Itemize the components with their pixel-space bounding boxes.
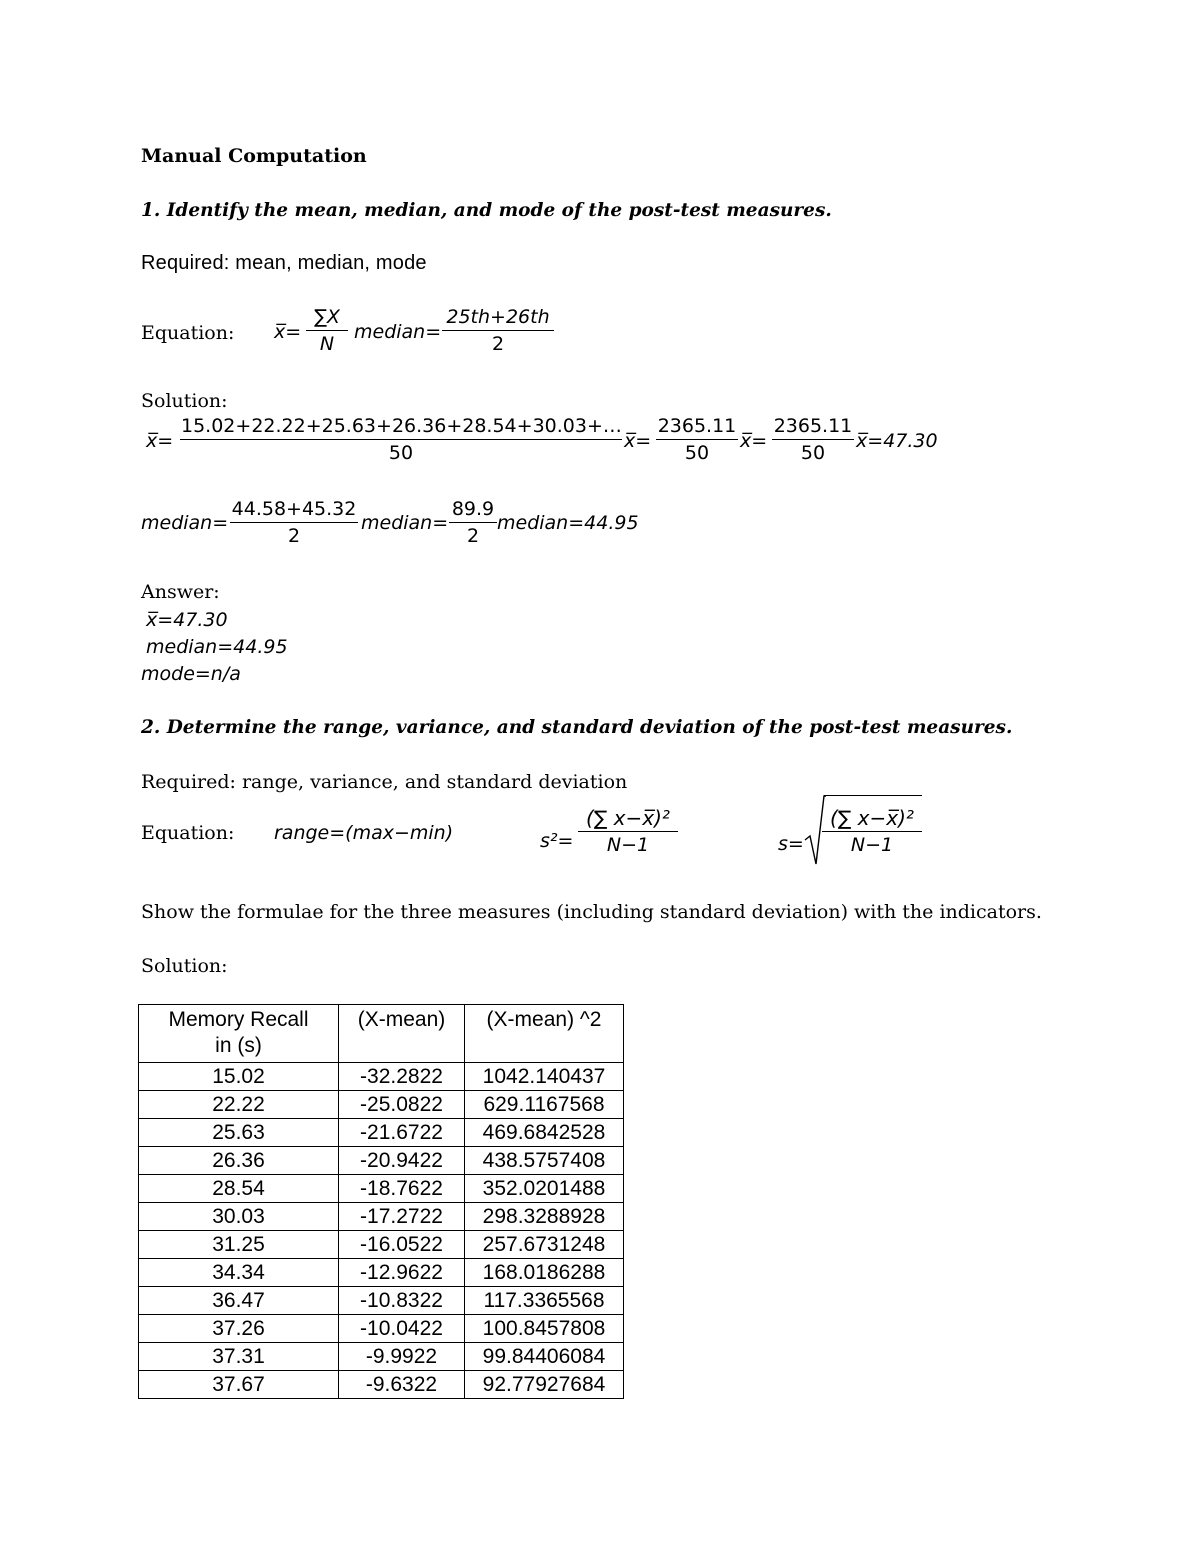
sol-mean-denominator-2: 50: [684, 442, 710, 464]
sol-median-result: median=44.95: [497, 512, 639, 534]
eq-variance-denominator: N−1: [606, 834, 650, 856]
sol-median-lhs-1: median=: [141, 512, 229, 534]
cell-x-minus-mean: -21.6722: [339, 1119, 465, 1147]
eq-variance-fraction: [578, 806, 678, 858]
square-root-bar: [824, 795, 922, 796]
cell-x-minus-mean: -12.9622: [339, 1259, 465, 1287]
answer-mean: x̅=47.30: [146, 609, 228, 631]
cell-x-minus-mean: -18.7622: [339, 1175, 465, 1203]
cell-x-minus-mean: -20.9422: [339, 1147, 465, 1175]
cell-x-minus-mean: -32.2822: [339, 1063, 465, 1091]
table-row: [139, 1315, 624, 1343]
question-2: 2. Determine the range, variance, and standard deviation of the post-test measures.: [141, 717, 1013, 738]
header-x-minus-mean: (X-mean): [339, 1005, 465, 1063]
answer-mode: mode=n/a: [141, 663, 241, 685]
eq-sd-lhs: s=: [778, 833, 804, 855]
cell-x-minus-mean-squared: 117.3365568: [465, 1287, 624, 1315]
table-row: [139, 1203, 624, 1231]
cell-x-minus-mean-squared: 92.77927684: [465, 1371, 624, 1399]
cell-x-minus-mean: -10.0422: [339, 1315, 465, 1343]
sol-median-fraction-2: [449, 497, 497, 549]
table-header-row: [139, 1005, 624, 1063]
eq-median-denominator: 2: [491, 333, 505, 355]
cell-memory-recall: 37.67: [139, 1371, 339, 1399]
cell-x-minus-mean: -17.2722: [339, 1203, 465, 1231]
cell-x-minus-mean: -9.9922: [339, 1343, 465, 1371]
eq-median-lhs: median=: [354, 321, 442, 343]
cell-memory-recall: 22.22: [139, 1091, 339, 1119]
eq-variance-lhs: s²=: [540, 830, 574, 852]
sol-mean-fraction-3: [772, 414, 854, 466]
table-row: [139, 1091, 624, 1119]
sol-median-denominator-2: 2: [466, 525, 480, 547]
q1-answer-label: Answer:: [141, 581, 220, 603]
cell-x-minus-mean-squared: 469.6842528: [465, 1119, 624, 1147]
cell-memory-recall: 15.02: [139, 1063, 339, 1091]
sol-median-numerator-2: 89.9: [449, 497, 497, 523]
q2-equation-label: Equation:: [141, 822, 235, 844]
sol-mean-denominator-1: 50: [388, 442, 414, 464]
eq-mean-denominator: N: [319, 333, 335, 355]
cell-memory-recall: 25.63: [139, 1119, 339, 1147]
q1-required: Required: mean, median, mode: [141, 252, 427, 274]
header-memory-recall: [139, 1005, 339, 1063]
eq-median-fraction: [442, 305, 554, 357]
cell-x-minus-mean: -9.6322: [339, 1371, 465, 1399]
eq-median-numerator: 25th+26th: [442, 305, 554, 331]
sol-mean-numerator-2: 2365.11: [656, 414, 738, 440]
sol-median-fraction-1: [230, 497, 358, 549]
deviation-table: [138, 1004, 624, 1399]
sol-mean-fraction-2: [656, 414, 738, 466]
cell-memory-recall: 37.26: [139, 1315, 339, 1343]
sol-mean-result: x̅=47.30: [856, 430, 938, 452]
q2-solution-label: Solution:: [141, 955, 228, 977]
table-row: [139, 1231, 624, 1259]
q2-required: Required: range, variance, and standard deviation: [141, 771, 628, 793]
table-row: [139, 1063, 624, 1091]
sol-mean-lhs-1: x̅=: [146, 430, 174, 452]
question-1: 1. Identify the mean, median, and mode of the post-test measures.: [141, 200, 832, 221]
table-row: [139, 1119, 624, 1147]
eq-sd-denominator: N−1: [850, 834, 894, 856]
table-row: [139, 1287, 624, 1315]
eq-variance-numerator: (∑ x−x̅)²: [578, 806, 678, 832]
eq-sd-numerator: (∑ x−x̅)²: [822, 806, 922, 832]
sol-mean-denominator-3: 50: [800, 442, 826, 464]
sol-mean-numerator-3: 2365.11: [772, 414, 854, 440]
table-row: [139, 1343, 624, 1371]
cell-x-minus-mean-squared: 438.5757408: [465, 1147, 624, 1175]
table-row: [139, 1147, 624, 1175]
answer-median: median=44.95: [146, 636, 288, 658]
table-row: [139, 1259, 624, 1287]
page-title: Manual Computation: [141, 145, 367, 167]
sol-mean-lhs-2: x̅=: [624, 430, 652, 452]
table-row: [139, 1175, 624, 1203]
cell-x-minus-mean-squared: 99.84406084: [465, 1343, 624, 1371]
cell-memory-recall: 36.47: [139, 1287, 339, 1315]
sol-mean-fraction-1: [180, 414, 622, 466]
cell-memory-recall: 26.36: [139, 1147, 339, 1175]
cell-memory-recall: 30.03: [139, 1203, 339, 1231]
sol-median-denominator-1: 2: [287, 525, 301, 547]
cell-x-minus-mean: -10.8322: [339, 1287, 465, 1315]
eq-mean-lhs: x̅=: [274, 321, 302, 343]
sol-median-lhs-2: median=: [361, 512, 449, 534]
cell-memory-recall: 37.31: [139, 1343, 339, 1371]
cell-memory-recall: 34.34: [139, 1259, 339, 1287]
eq-sd-fraction: [822, 806, 922, 858]
q2-instruction: Show the formulae for the three measures (including standard deviation) with the indicators.: [141, 901, 1042, 923]
sol-median-numerator-1: 44.58+45.32: [230, 497, 358, 523]
cell-x-minus-mean-squared: 100.8457808: [465, 1315, 624, 1343]
q1-solution-label: Solution:: [141, 390, 228, 412]
sol-mean-lhs-3: x̅=: [740, 430, 768, 452]
header-memory-recall-text: Memory Recall in (s): [168, 1008, 309, 1057]
cell-memory-recall: 28.54: [139, 1175, 339, 1203]
cell-x-minus-mean-squared: 352.0201488: [465, 1175, 624, 1203]
cell-x-minus-mean-squared: 298.3288928: [465, 1203, 624, 1231]
eq-mean-numerator: ∑X: [306, 305, 348, 331]
cell-x-minus-mean-squared: 629.1167568: [465, 1091, 624, 1119]
cell-x-minus-mean: -16.0522: [339, 1231, 465, 1259]
cell-x-minus-mean-squared: 257.6731248: [465, 1231, 624, 1259]
cell-x-minus-mean-squared: 1042.140437: [465, 1063, 624, 1091]
q1-equation-label: Equation:: [141, 322, 235, 344]
cell-x-minus-mean-squared: 168.0186288: [465, 1259, 624, 1287]
eq-mean-fraction: [306, 305, 348, 357]
header-x-minus-mean-squared: (X-mean) ^2: [465, 1005, 624, 1063]
cell-memory-recall: 31.25: [139, 1231, 339, 1259]
eq-range: range=(max−min): [274, 822, 454, 844]
sol-mean-numerator-1: 15.02+22.22+25.63+26.36+28.54+30.03+…: [180, 414, 622, 440]
table-row: [139, 1371, 624, 1399]
cell-x-minus-mean: -25.0822: [339, 1091, 465, 1119]
